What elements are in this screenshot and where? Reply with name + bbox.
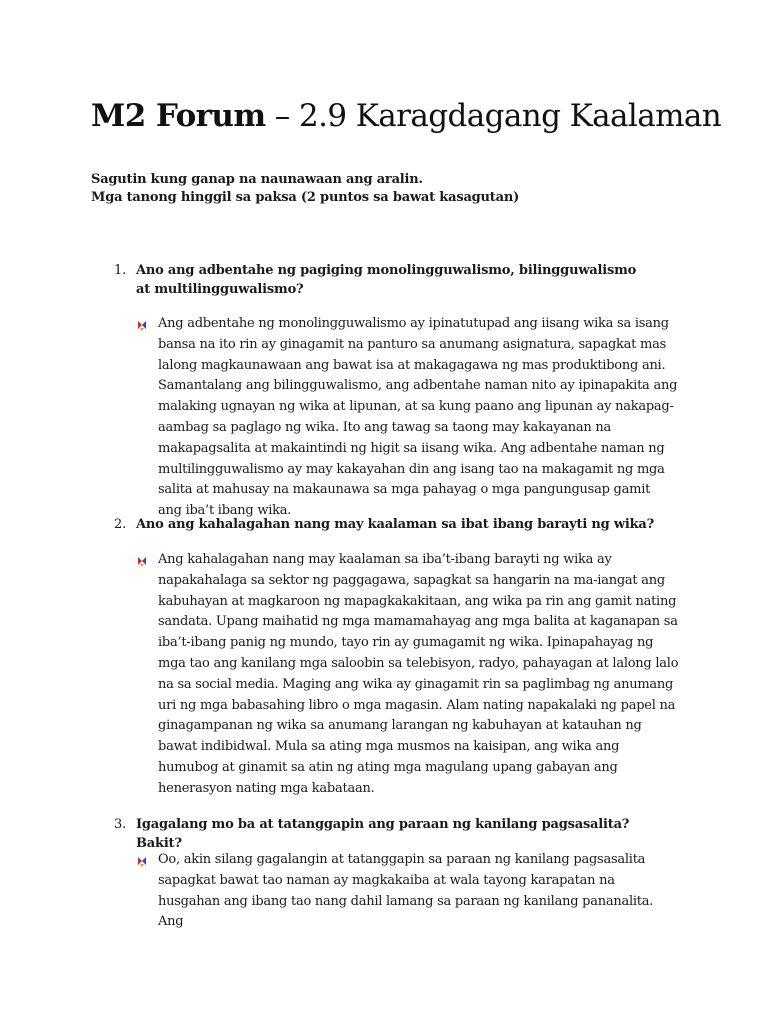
title-bold-part: M2 Forum (91, 98, 266, 134)
answer-text: Oo, akin silang gagalangin at tatanggapin sa paraan ng kanilang pagsasalita sapagkat bawat tao naman ay magkakaiba at wala tayong karapatan na husgahan ang ibang tao nang dahil lamang sa paraan ng kanilang pananalita. Ang (158, 852, 654, 930)
answer-text: Ang adbentahe ng monolingguwalismo ay ipinatutupad ang iisang wika sa isang bansa na ito rin ay ginagamit na panturo sa anumang asignatura, sapagkat mas lalong magkaunawaan ang bawat isa at makagagawa ng mas produktibong ani. Samantalang ang bilingguwalismo, ang adbentahe naman nito ay ipinapakita ang malaking ugnayan ng wika at lipunan, at sa kung paano ang lipunan ay nakapag- aambag sa paglago ng wika. Ito ang tawag sa taong may kakayanan na makapagsalita at makaintindi ng higit sa iisang wika. Ang adbentahe naman ng multilingguwalismo ay may kakayahan din ang isang tao na makagamit ng mga salita at mahusay na makaunawa sa mga pahayag o mga pangungusap gamit ang iba’t ibang wika. (158, 316, 678, 519)
question-number: 1. (114, 263, 127, 278)
answer-2 (136, 550, 681, 800)
pushpin-bullet-icon (136, 555, 148, 567)
answer-1 (136, 314, 681, 522)
question-1 (108, 261, 668, 299)
instructions (91, 171, 519, 207)
question-number: 2. (114, 517, 127, 532)
pushpin-bullet-icon (136, 855, 148, 867)
answer-text: Ang kahalagahan nang may kaalaman sa iba’t-ibang barayti ng wika ay napakahalaga sa sektor ng paggagawa, sapagkat sa hangarin na ma-iangat ang kabuhayan at magkaroon ng mapagkakakitaan, ang wika pa rin ang gamit nating sandata. Upang maihatid ng mga mamamahayag ang mga balita at kaganapan sa iba’t-ibang panig ng mundo, tayo rin ay gumagamit ng wika. Ipinapahayag ng mga tao ang kanilang mga saloobin sa telebisyon, radyo, pahayagan at lalong lalo na sa social media. Maging ang wika ay ginagamit rin sa paglimbag ng anumang uri ng mga babasahing libro o mga magasin. Alam nating napakalaki ng papel na ginagampanan ng wika sa anumang larangan ng kabuhayan at katauhan ng bawat indibidwal. Mula sa ating mga musmos na kaisipan, ang wika ang humubog at ginamit sa atin ng ating mga magulang upang gabayan ang henerasyon nating mga kabataan. (158, 552, 679, 796)
question-text: Ano ang kahalagahan nang may kaalaman sa ibat ibang barayti ng wika? (136, 517, 655, 532)
question-number: 3. (114, 817, 127, 832)
instruction-line-2: Mga tanong hinggil sa paksa (2 puntos sa bawat kasagutan) (91, 190, 520, 205)
pushpin-bullet-icon (136, 319, 148, 331)
title-rest-part: – 2.9 Karagdagang Kaalaman (265, 98, 722, 134)
question-text: Ano ang adbentahe ng pagiging monolingguwalismo, bilingguwalismo at multilingguwalismo? (136, 263, 637, 297)
question-text: Igagalang mo ba at tatanggapin ang paraan ng kanilang pagsasalita? Bakit? (136, 817, 630, 851)
instruction-line-1: Sagutin kung ganap na naunawaan ang aralin. (91, 172, 423, 187)
page-title (91, 96, 721, 136)
question-3 (108, 815, 668, 853)
answer-3 (136, 850, 681, 933)
question-2 (108, 515, 668, 534)
